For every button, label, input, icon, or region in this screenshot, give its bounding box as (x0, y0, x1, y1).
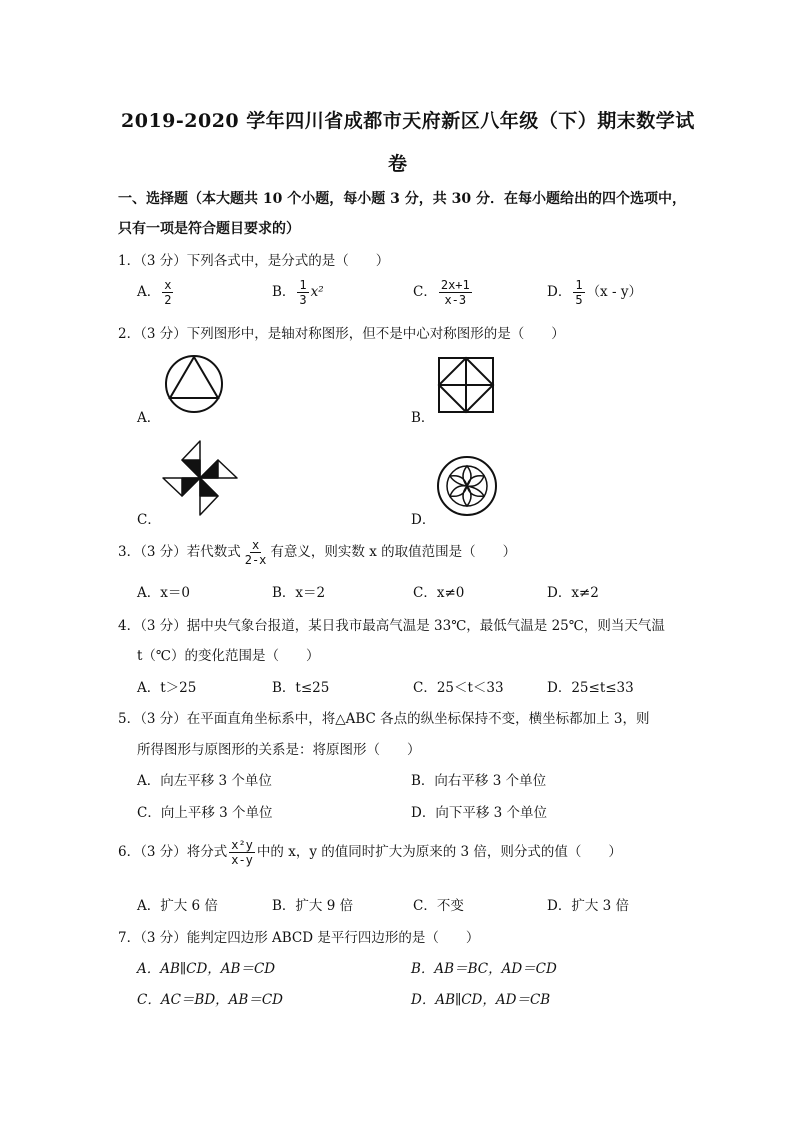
question-5-option-d: D．向下平移 3 个单位 (411, 805, 547, 821)
question-5-option-a: A．向左平移 3 个单位 (137, 773, 272, 789)
question-4-stem-cont: t（℃）的变化范围是（ ） (137, 648, 320, 664)
square-diamond-figure (437, 356, 495, 414)
option-label: D． (547, 284, 572, 300)
fraction (229, 838, 255, 867)
question-7-stem: 7．（3 分）能判定四边形 ABCD 是平行四边形的是（ ） (118, 930, 480, 946)
question-5-stem-cont: 所得图形与原图形的关系是：将原图形（ ） (137, 742, 421, 758)
fraction-denominator: 3 (299, 293, 307, 307)
fraction-numerator: x²y (231, 838, 253, 852)
question-2-option-b-label: B． (411, 410, 435, 426)
question-2-stem: 2．（3 分）下列图形中，是轴对称图形，但不是中心对称图形的是（ ） (118, 326, 565, 342)
question-4-option-b: B．t≤25 (272, 680, 330, 696)
fraction-denominator: 5 (575, 293, 583, 307)
question-5-option-b: B．向右平移 3 个单位 (411, 773, 547, 789)
flower-circle-figure (436, 455, 498, 517)
section-header-cont: 只有一项是符合题目要求的） (118, 221, 300, 237)
question-5-stem: 5．（3 分）在平面直角坐标系中，将△ABC 各点的纵坐标保持不变，横坐标都加上 3，则 (118, 711, 650, 727)
question-1-option-d (547, 278, 642, 307)
fraction (297, 278, 308, 307)
question-2-option-d-label: D． (411, 512, 436, 528)
question-6-stem (118, 838, 622, 867)
fraction-numerator: 1 (575, 278, 583, 292)
fraction (243, 538, 269, 567)
fraction-numerator: 1 (299, 278, 307, 292)
question-7-option-c: C．AC＝BD，AB＝CD (137, 992, 283, 1008)
stem-text: 有意义，则实数 x 的取值范围是（ ） (270, 544, 517, 560)
option-tail: （x - y） (586, 284, 642, 300)
question-7-option-d: D．AB∥CD，AD＝CB (411, 992, 551, 1008)
option-label: B． (272, 284, 296, 300)
circle-triangle-figure (164, 354, 224, 414)
question-7-option-a: A．AB∥CD，AB＝CD (137, 961, 276, 977)
question-3-option-a: A．x＝0 (137, 585, 190, 601)
question-5-option-c: C．向上平移 3 个单位 (137, 805, 273, 821)
pinwheel-figure (160, 438, 240, 518)
section-header: 一、选择题（本大题共 10 个小题，每小题 3 分，共 30 分．在每小题给出的四个选项中， (118, 191, 686, 207)
page-title: 2019-2020 学年四川省成都市天府新区八年级（下）期末数学试 (121, 110, 695, 132)
question-3-option-b: B．x＝2 (272, 585, 326, 601)
option-tail: x² (310, 284, 324, 300)
question-4-option-a: A．t＞25 (137, 680, 197, 696)
stem-text: 3．（3 分）若代数式 (118, 544, 241, 560)
fraction (439, 278, 472, 307)
question-6-option-b: B．扩大 9 倍 (272, 898, 354, 914)
fraction-numerator: 2x+1 (440, 278, 470, 292)
question-7-option-b: B．AB＝BC，AD＝CD (411, 961, 557, 977)
fraction-numerator: x (164, 278, 172, 292)
question-3-option-d: D．x≠2 (547, 585, 599, 601)
question-4-stem: 4．（3 分）据中央气象台报道，某日我市最高气温是 33℃，最低气温是 25℃，则当天气温 (118, 618, 665, 634)
question-3-option-c: C．x≠0 (413, 585, 465, 601)
question-1-option-a (137, 278, 175, 307)
fraction-denominator: x-3 (444, 293, 467, 307)
question-4-option-d: D．25≤t≤33 (547, 680, 634, 696)
stem-text: 6．（3 分）将分式 (118, 844, 228, 860)
question-3-stem (118, 538, 516, 567)
question-6-option-a: A．扩大 6 倍 (137, 898, 218, 914)
question-2-option-c-label: C． (137, 512, 161, 528)
question-6-option-c: C．不变 (413, 898, 464, 914)
question-2-option-a-label: A． (137, 410, 161, 426)
fraction-denominator: 2 (164, 293, 172, 307)
fraction-denominator: 2-x (244, 553, 267, 567)
question-6-option-d: D．扩大 3 倍 (547, 898, 629, 914)
fraction-numerator: x (251, 538, 260, 552)
option-label: A． (137, 284, 161, 300)
question-1-option-c (413, 278, 474, 307)
question-1-option-b (272, 278, 324, 307)
page-title-cont: 卷 (388, 153, 408, 175)
stem-text: 中的 x，y 的值同时扩大为原来的 3 倍，则分式的值（ ） (256, 844, 622, 860)
question-4-option-c: C．25＜t＜33 (413, 680, 504, 696)
question-1-stem: 1．（3 分）下列各式中，是分式的是（ ） (118, 253, 390, 269)
option-label: C． (413, 284, 437, 300)
fraction (162, 278, 173, 307)
fraction (573, 278, 584, 307)
fraction-denominator: x-y (231, 853, 253, 867)
